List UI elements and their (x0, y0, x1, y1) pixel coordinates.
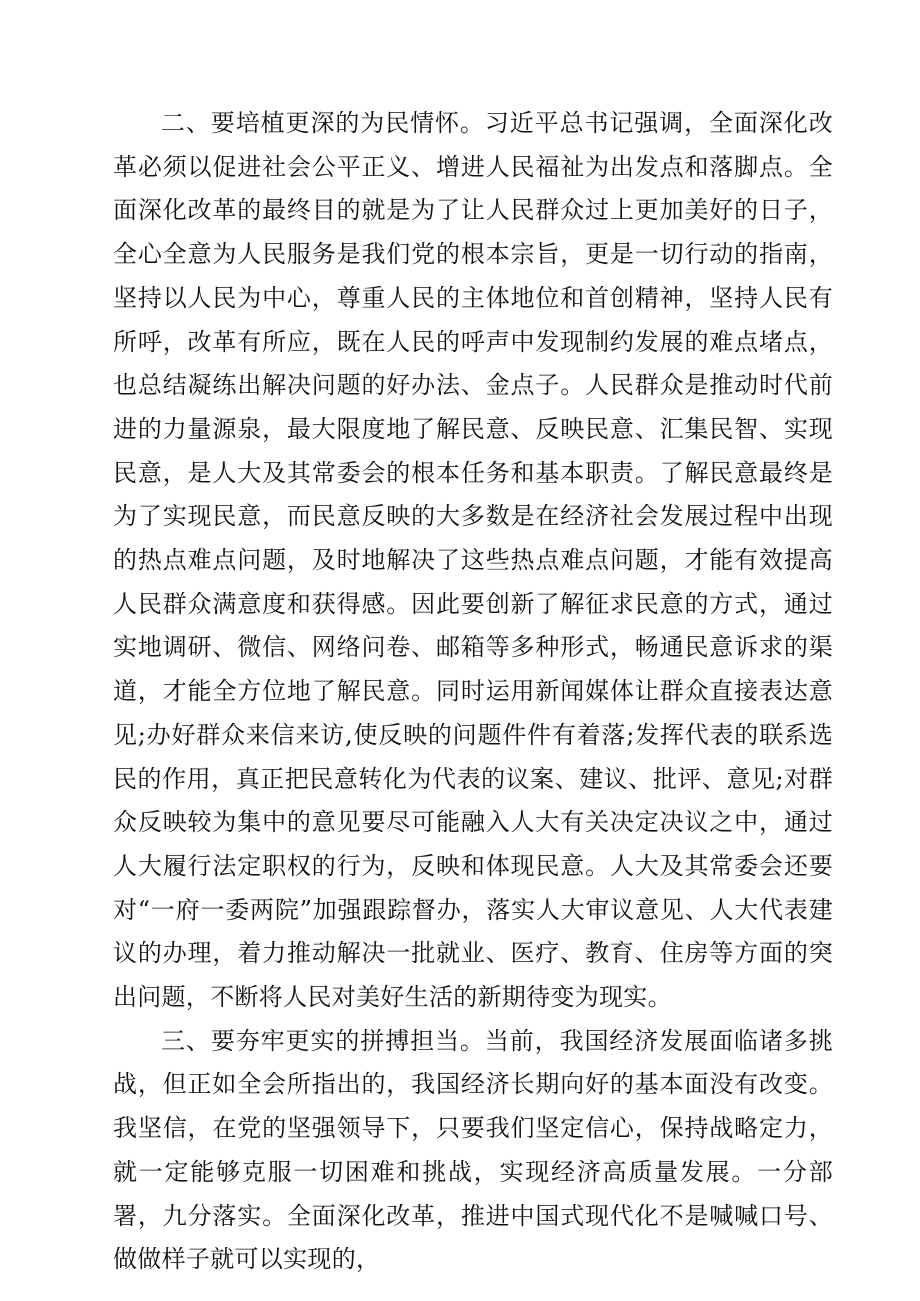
paragraph-section-three: 三、要夯牢更实的拼搏担当。当前，我国经济发展面临诸多挑战，但正如全会所指出的，我国经济长期向好的基本面没有改变。我坚信，在党的坚强领导下，只要我们坚定信心，保持战略定力，就一定能够克服一切困难和挑战，实现经济高质量发展。一分部署，九分落实。全面深化改革，推进中国式现代化不是喊喊口号、做做样子就可以实现的， (113, 1026, 833, 1274)
paragraph-section-two: 二、要培植更深的为民情怀。习近平总书记强调，全面深化改革必须以促进社会公平正义、增进人民福祉为出发点和落脚点。全面深化改革的最终目的就是为了让人民群众过上更加美好的日子，全心全意为人民服务是我们党的根本宗旨，更是一切行动的指南，坚持以人民为中心，尊重人民的主体地位和首创精神，坚持人民有所呼，改革有所应，既在人民的呼声中发现制约发展的难点堵点，也总结凝练出解决问题的好办法、金点子。人民群众是推动时代前进的力量源泉，最大限度地了解民意、反映民意、汇集民智、实现民意，是人大及其常委会的根本任务和基本职责。了解民意最终是为了实现民意，而民意反映的大多数是在经济社会发展过程中出现的热点难点问题，及时地解决了这些热点难点问题，才能有效提高人民群众满意度和获得感。因此要创新了解征求民意的方式，通过实地调研、微信、网络问卷、邮箱等多种形式，畅通民意诉求的渠道，才能全方位地了解民意。同时运用新闻媒体让群众直接表达意见;办好群众来信来访,使反映的问题件件有着落;发挥代表的联系选民的作用，真正把民意转化为代表的议案、建议、批评、意见;对群众反映较为集中的意见要尽可能融入人大有关决定决议之中，通过人大履行法定职权的行为，反映和体现民意。人大及其常委会还要对“一府一委两院”加强跟踪督办，落实人大审议意见、人大代表建议的办理，着力推动解决一批就业、医疗、教育、住房等方面的突出问题，不断将人民对美好生活的新期待变为现实。 (113, 109, 833, 1012)
document-body (113, 102, 833, 1282)
